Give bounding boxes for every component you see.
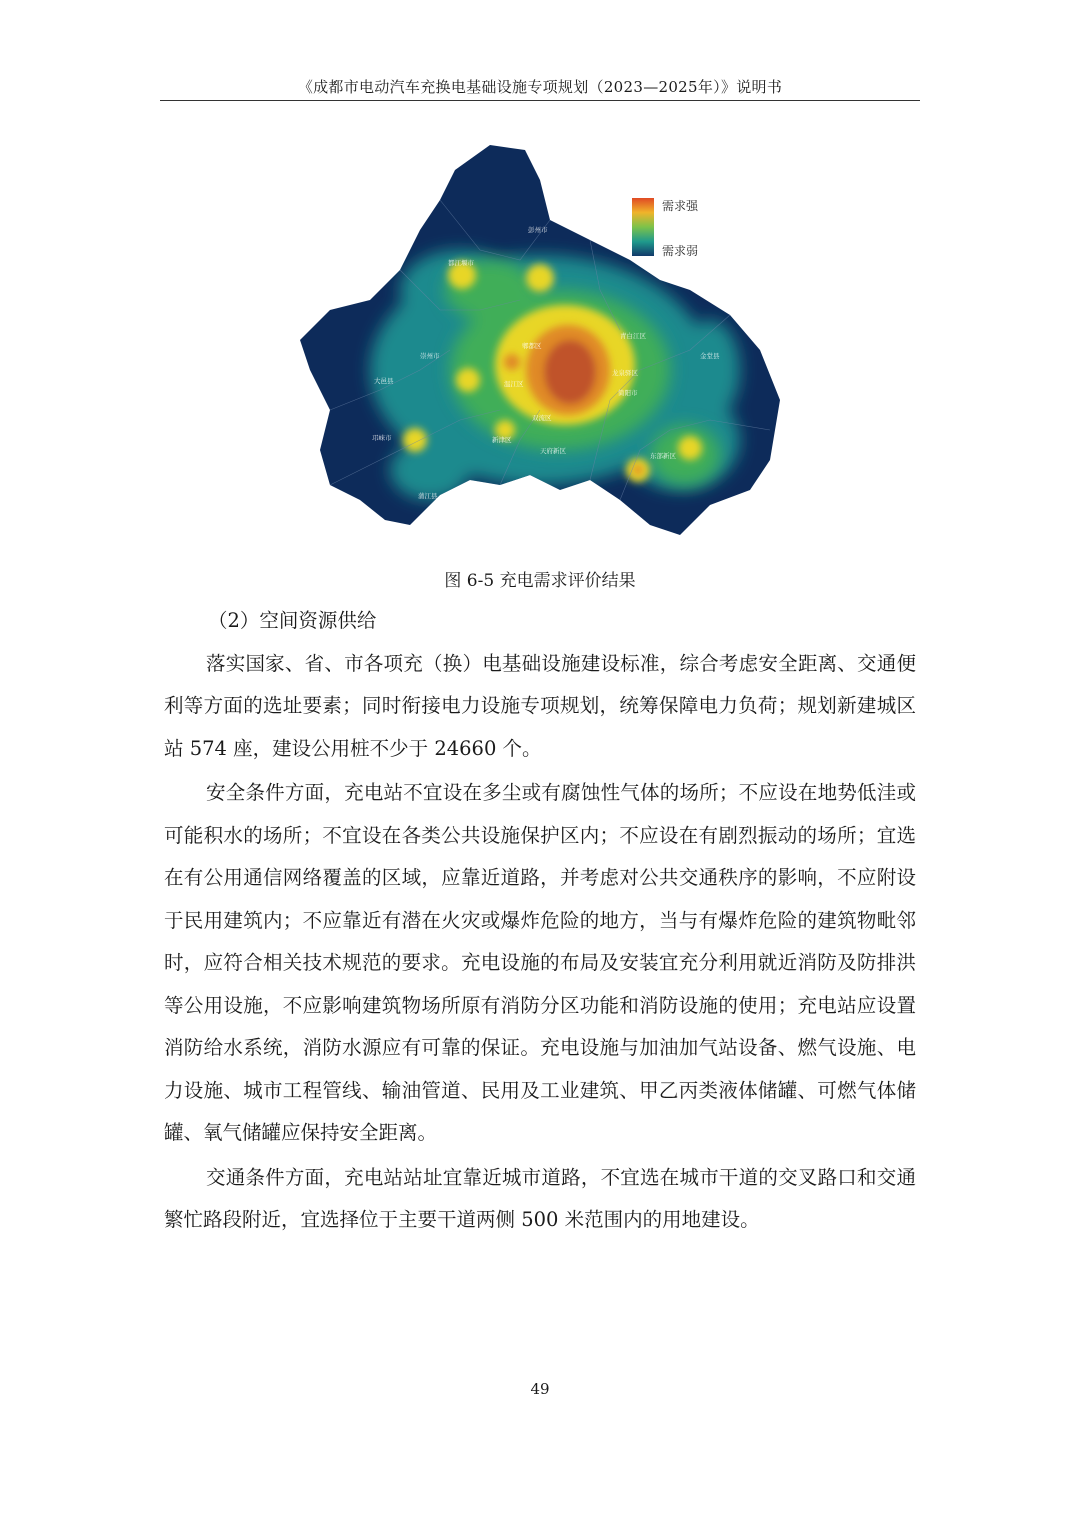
place-label: 新津区 (492, 436, 512, 444)
place-label: 双流区 (532, 414, 552, 422)
place-label: 温江区 (504, 380, 524, 388)
figure-caption: 图 6-5 充电需求评价结果 (444, 571, 636, 591)
legend-low-label: 需求弱 (662, 244, 699, 258)
place-label: 邛崃市 (372, 434, 392, 442)
section-heading: （2）空间资源供给 (208, 609, 377, 632)
paragraph: 安全条件方面，充电站不宜设在多尘或有腐蚀性气体的场所；不应设在地势低洼或可能积水的场所；不宜设在各类公共设施保护区内；不应设在有剧烈振动的场所；宜选在有公用通信网络覆盖的区域，应靠近道路，并考虑对公共交通秩序的影响，不应附设于民用建筑内；不应靠近有潜在火灾或爆炸危险的地方，当与有爆炸危险的建筑物毗邻时，应符合相关技术规范的要求。充电设施的布局及安装宜充分利用就近消防及防排洪等公用设施，不应影响建筑物场所原有消防分区功能和消防设施的使用；充电站应设置消防给水系统，消防水源应有可靠的保证。充电设施与加油加气站设备、燃气设施、电力设施、城市工程管线、输油管道、民用及工业建筑、甲乙丙类液体储罐、可燃气体储罐、氧气储罐应保持安全距离。 (164, 781, 916, 1144)
place-label: 龙泉驿区 (612, 369, 638, 377)
place-label: 东部新区 (650, 452, 676, 460)
header-rule (160, 100, 920, 101)
paragraph: 落实国家、省、市各项充（换）电基础设施建设标准，综合考虑安全距离、交通便利等方面的选址要素；同时衔接电力设施专项规划，统筹保障电力负荷；规划新建城区站 574 座，建设公用桩不少于 24660 个。 (164, 651, 916, 760)
place-label: 都江堰市 (448, 259, 474, 267)
place-label: 蒲江县 (418, 492, 438, 500)
demand-heatmap-map (290, 140, 790, 550)
paragraph: 交通条件方面，充电站站址宜靠近城市道路，不宜选在城市干道的交叉路口和交通繁忙路段附近，宜选择位于主要干道两侧 500 米范围内的用地建设。 (164, 1165, 916, 1231)
body-text (164, 600, 916, 1244)
map-legend (632, 198, 699, 258)
place-label: 青白江区 (620, 332, 646, 340)
running-header: 《成都市电动汽车充换电基础设施专项规划（2023—2025年）》说明书 (297, 78, 783, 96)
place-label: 天府新区 (540, 447, 566, 455)
place-label: 郫都区 (522, 342, 542, 350)
legend-color-ramp (632, 198, 654, 256)
place-label: 金堂县 (700, 352, 720, 360)
place-label: 崇州市 (420, 352, 440, 360)
place-label: 大邑县 (374, 377, 394, 385)
place-label: 彭州市 (528, 226, 548, 234)
place-label: 简阳市 (618, 389, 638, 397)
legend-high-label: 需求强 (662, 199, 699, 213)
page-number: 49 (530, 1380, 550, 1398)
demand-heatmap-figure (290, 140, 790, 550)
